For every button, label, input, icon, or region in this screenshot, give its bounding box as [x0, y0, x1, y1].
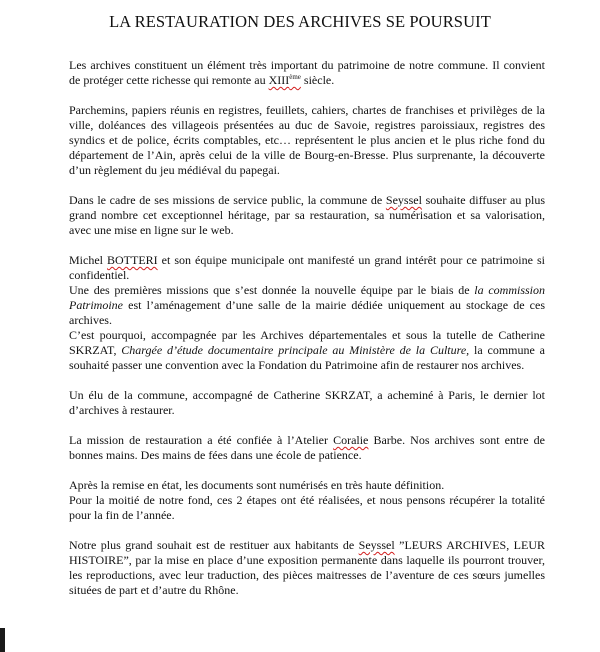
article-body: [69, 58, 545, 598]
text-run: La mission de restauration a été confiée à l’Atelier: [69, 433, 334, 447]
paragraph-public-service: [69, 193, 545, 238]
text-run: Les archives constituent un élément très important du patrimoine de notre commune. Il convient de protéger cette richesse qui remonte au: [69, 58, 545, 87]
paragraph-documents: Parchemins, papiers réunis en registres, feuillets, cahiers, chartes de franchises et privilèges de la ville, doléances des villageois présentées au duc de Savoie, registres paroissiaux, registres des syndics et de police, écrits comptables, etc… représentent le plus ancien et le plus riche fond du département de l’Ain, après celui de la ville de Bourg-en-Bresse. Plus surprenante, la découverte d’un règlement du jeu médiéval du papegai.: [69, 103, 545, 177]
paragraph-exhibition: [69, 538, 545, 598]
paragraph-first-missions: [69, 283, 545, 328]
text-run: Une des premières missions que s’est donnée la nouvelle équipe par le biais de: [69, 283, 475, 297]
century-suffix: ème: [289, 73, 301, 81]
text-run: C’est pourquoi, accompagnée par les Archives départementales et sous la tutelle de Catherine SKRZAT,: [69, 328, 545, 357]
text-run: Michel: [69, 253, 107, 267]
paragraph-paris: Un élu de la commune, accompagné de Catherine SKRZAT, a acheminé à Paris, le dernier lot d’archives à restaurer.: [69, 388, 545, 417]
paragraph-digitization: Après la remise en état, les documents sont numérisés en très haute définition.: [69, 478, 445, 492]
paragraph-progress: Pour la moitié de notre fond, ces 2 étapes ont été réalisées, et nous pensons récupérer la totalité pour la fin de l’année.: [69, 493, 545, 522]
text-run: Notre plus grand souhait est de restituer aux habitants de: [69, 538, 359, 552]
century-number: [269, 73, 301, 87]
text-run: la commune a souhaité passer une convention avec la Fondation du Patrimoine afin de restaurer nos archives.: [69, 343, 545, 372]
paragraph-gap: [69, 523, 545, 538]
page-edge-mark: [0, 628, 5, 652]
paragraph-gap: [69, 88, 545, 103]
text-run: souhaite diffuser au plus grand nombre cet exceptionnel héritage, par sa restauration, sa numérisation et sa valorisation, avec une mise en ligne sur le web.: [69, 193, 546, 237]
text-run: ”LEURS ARCHIVES, LEUR HISTOIRE”, par la mise en place d’une exposition permanente dans laquelle ils pourront trouver, les reproductions, avec leur traduction, des pièces maitresses de l’aventure de ces sœurs jumelles situées de part et d’autre du Rhône.: [69, 538, 545, 597]
role-title: Chargée d’étude documentaire principale au Ministère de la Culture,: [121, 343, 470, 357]
atelier-name: Coralie: [333, 433, 369, 447]
commission-name: la commission Patrimoine: [69, 283, 545, 312]
town-name: Seyssel: [385, 193, 422, 207]
text-run: siècle.: [300, 73, 335, 87]
paragraph-convention: [69, 328, 545, 373]
town-name: Seyssel: [358, 538, 395, 552]
paragraph-gap: [69, 238, 545, 253]
page-title: LA RESTAURATION DES ARCHIVES SE POURSUIT: [109, 12, 491, 31]
century-roman: XIII: [268, 73, 290, 87]
text-run: Barbe. Nos archives sont entre de bonnes mains. Des mains de fées dans une école de patience.: [69, 433, 546, 462]
paragraph-gap: [69, 418, 545, 433]
text-run: et son équipe municipale ont manifesté un grand intérêt pour ce patrimoine si confidentiel.: [69, 253, 545, 282]
text-run: est l’aménagement d’une salle de la mairie dédiée uniquement au stockage de ces archives.: [69, 298, 545, 327]
text-run: Dans le cadre de ses missions de service public, la commune de: [69, 193, 386, 207]
paragraph-atelier: [69, 433, 545, 463]
paragraph-gap: [69, 463, 545, 478]
paragraph-mayor: [69, 253, 545, 283]
paragraph-gap: [69, 178, 545, 193]
person-name: BOTTERI: [107, 253, 158, 267]
paragraph-intro: [69, 58, 545, 88]
paragraph-gap: [69, 373, 545, 388]
